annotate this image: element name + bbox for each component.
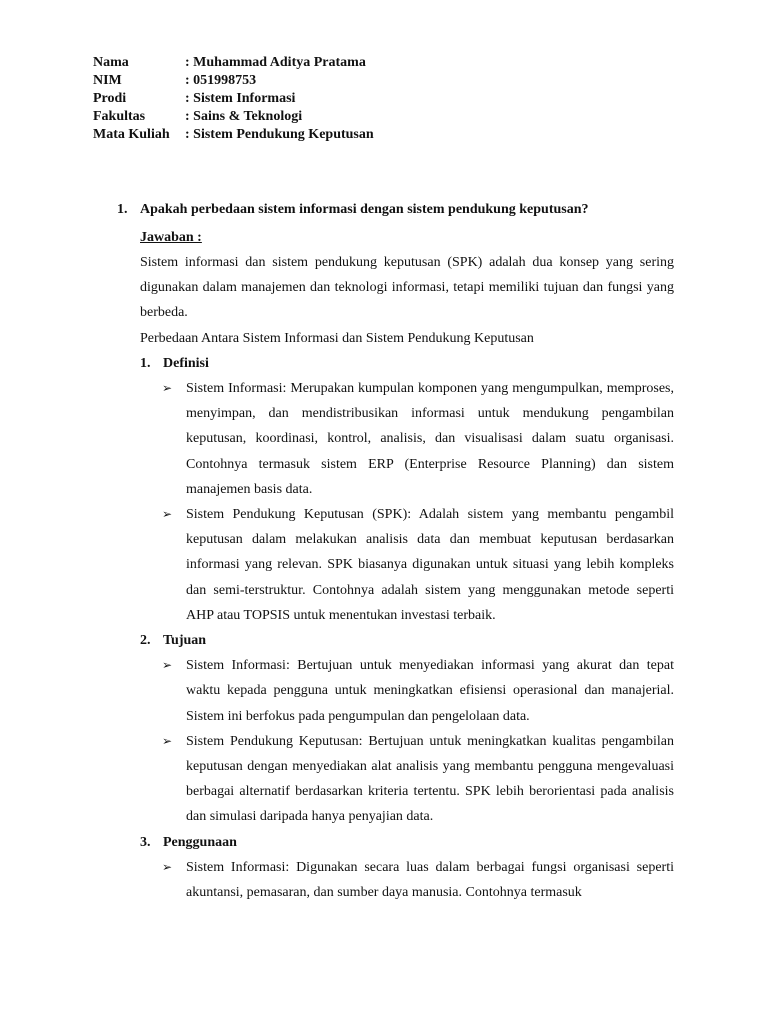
info-row-mata-kuliah [93,126,374,144]
section-title [140,830,674,855]
info-row-nama [93,54,374,72]
section-number: 2. [140,633,151,649]
question-1 [117,201,589,219]
arrow-bullet-icon: ➢ [162,381,173,395]
info-value: : Sistem Pendukung Keputusan [185,127,374,142]
list-item [140,653,674,729]
arrow-bullet-icon: ➢ [162,733,173,748]
list-item [140,729,674,830]
info-row-prodi [93,90,374,108]
info-key: Fakultas [93,109,146,124]
list-item-text: Sistem Pendukung Keputusan (SPK): Adalah sistem yang membantu pengambil keputusan dalam melakukan analisis data dan membuat keputusan berdasarkan informasi yang relevan. SPK biasanya digunakan untuk situasi yang lebih kompleks dan semi-terstruktur. Contohnya adalah sistem yang menggunakan metode seperti AHP atau TOPSIS untuk menentukan investasi terbaik. [186,507,674,623]
section-title-text: Tujuan [163,633,207,649]
info-key: NIM [93,73,122,88]
info-key: Nama [93,55,129,70]
info-row-fakultas [93,108,374,126]
section-title-text: Definisi [163,355,209,371]
info-row-nim [93,72,374,90]
info-key: Mata Kuliah [93,127,170,142]
answer-body [140,225,674,905]
answer-intro: Sistem informasi dan sistem pendukung keputusan (SPK) adalah dua konsep yang sering digunakan dalam manajemen dan teknologi informasi, tetapi memiliki tujuan dan fungsi yang berbeda. [140,255,674,321]
info-key: Prodi [93,91,127,106]
list-item [140,502,674,628]
section-number: 1. [140,355,151,371]
section-penggunaan [140,830,674,906]
section-title-text: Penggunaan [163,834,237,850]
student-info [93,54,374,144]
info-value: : Muhammad Aditya Pratama [185,55,366,70]
list-item-text: Sistem Informasi: Bertujuan untuk menyediakan informasi yang akurat dan tepat waktu kepada pengguna untuk meningkatkan efisiensi operasional dan manajerial. Sistem ini berfokus pada pengumpulan dan pengelolaan data. [186,658,674,724]
section-tujuan [140,628,674,830]
section-title [140,628,674,653]
section-title [140,351,674,376]
list-item-text: Sistem Informasi: Merupakan kumpulan komponen yang mengumpulkan, memproses, menyimpan, dan mendistribusikan informasi untuk mendukung pengambilan keputusan, koordinasi, kontrol, analisis, dan visualisasi dalam suatu organisasi. Contohnya termasuk sistem ERP (Enterprise Resource Planning) dan sistem manajemen basis data. [186,381,674,497]
arrow-bullet-icon: ➢ [162,507,173,522]
answer-label: Jawaban : [140,230,202,245]
section-definisi [140,351,674,628]
question-text: Apakah perbedaan sistem informasi dengan sistem pendukung keputusan? [140,202,589,217]
list-item [140,855,674,905]
list-item-text: Sistem Informasi: Digunakan secara luas dalam berbagai fungsi organisasi seperti akuntansi, pemasaran, dan sumber daya manusia. Contohnya termasuk [186,859,674,901]
arrow-bullet-icon: ➢ [162,658,173,673]
list-item [140,376,674,502]
info-value: : Sistem Informasi [185,91,296,106]
question-number: 1. [117,202,128,217]
list-item-text: Sistem Pendukung Keputusan: Bertujuan untuk meningkatkan kualitas pengambilan keputusan dengan menyediakan alat analisis yang membantu pengguna mengevaluasi berbagai alternatif berdasarkan kriteria tertentu. SPK lebih berorientasi pada analisis dan simulasi daripada hanya penyajian data. [186,733,674,825]
info-value: : Sains & Teknologi [185,109,303,124]
arrow-bullet-icon: ➢ [162,859,173,874]
answer-heading: Perbedaan Antara Sistem Informasi dan Sistem Pendukung Keputusan [140,330,534,346]
section-number: 3. [140,834,151,850]
info-value: : 051998753 [185,73,257,88]
